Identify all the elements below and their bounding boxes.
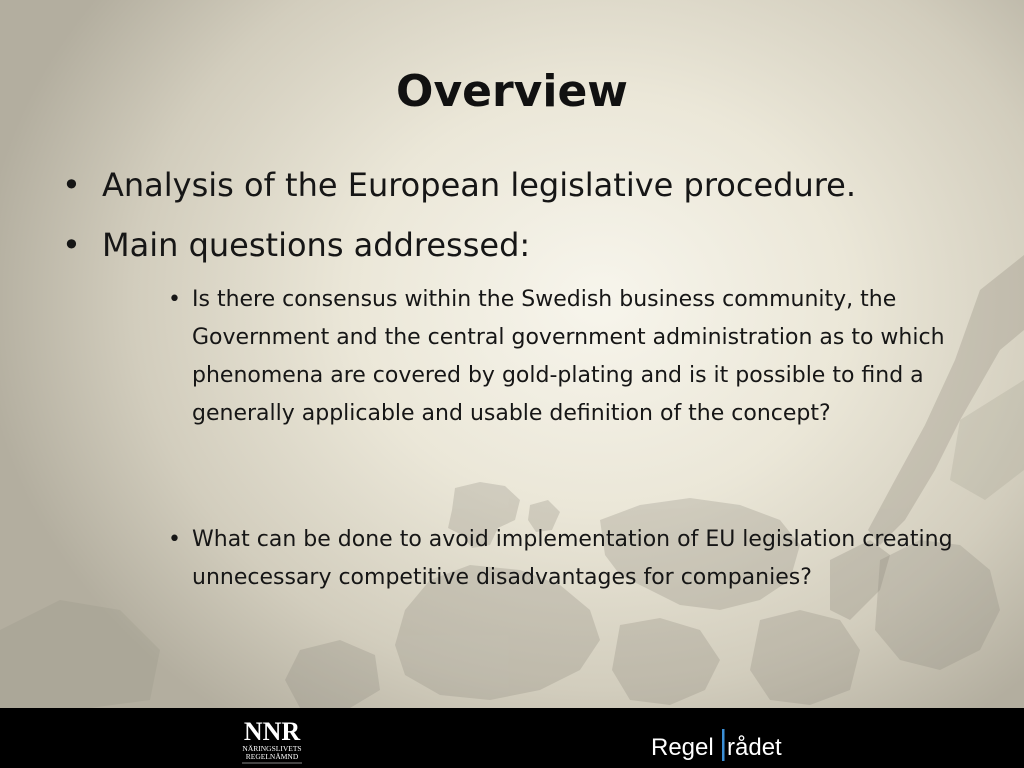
sub-bullet-text: Is there consensus within the Swedish business community, the Government and the central government administration as to which phenomena are covered by gold-plating and is it possible to find a generally applicable and usable definition of the concept? — [192, 287, 945, 426]
sub-bullet-item — [168, 281, 968, 433]
sub-bullet-symbol: • — [168, 287, 181, 312]
sub-bullet-text: What can be done to avoid implementation of EU legislation creating unnecessary competitive disadvantages for companies? — [192, 527, 953, 590]
sub-bullet-item — [168, 521, 968, 597]
footer-bar — [0, 708, 1024, 768]
bullet-item — [62, 166, 856, 204]
regelradet-logo — [651, 727, 791, 763]
sub-bullet-symbol: • — [168, 527, 181, 552]
regelradet-logo-part1: Regel — [651, 734, 714, 761]
nnr-logo-line2: REGELNÄMND — [245, 752, 299, 761]
bullet-symbol: • — [62, 226, 81, 264]
slide-title: Overview — [396, 66, 628, 117]
nnr-logo — [236, 714, 308, 766]
nnr-logo-mark: NNR — [243, 717, 301, 746]
bullet-item — [62, 226, 530, 264]
nnr-logo-line1: NÄRINGSLIVETS — [242, 744, 302, 753]
bullet-text: Analysis of the European legislative procedure. — [102, 166, 857, 204]
bullet-symbol: • — [62, 166, 81, 204]
regelradet-logo-part2: rådet — [727, 734, 782, 761]
bullet-text: Main questions addressed: — [102, 226, 531, 264]
regelradet-logo-divider — [722, 729, 725, 761]
